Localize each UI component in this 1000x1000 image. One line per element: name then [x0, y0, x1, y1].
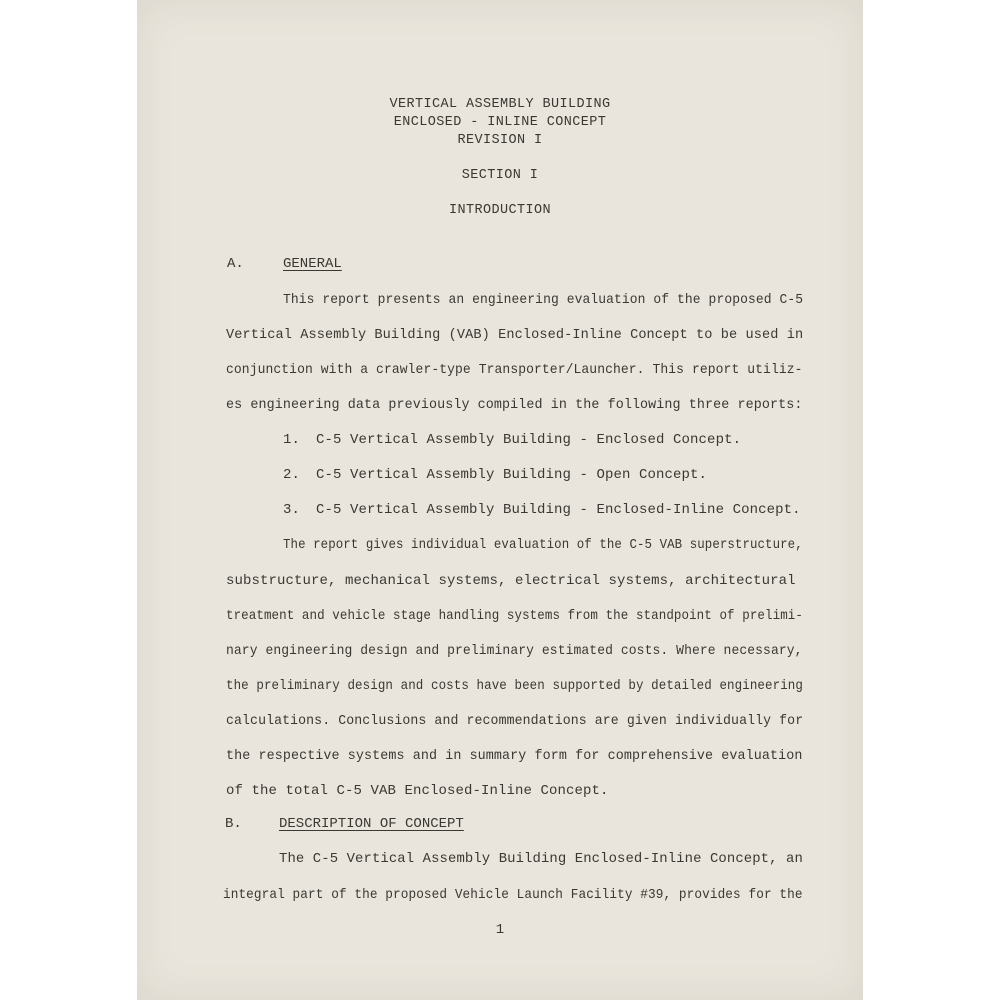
paragraph-line: the respective systems and in summary form for comprehensive evaluation [226, 748, 803, 764]
section-heading: SECTION I [461, 168, 539, 183]
page-number: 1 [495, 922, 505, 938]
paragraph-line: substructure, mechanical systems, electrical systems, architectural [226, 573, 796, 589]
paragraph-line: integral part of the proposed Vehicle Launch Facility #39, provides for the [223, 887, 803, 903]
report-list-item: C-5 Vertical Assembly Building - Open Concept. [316, 467, 708, 483]
paragraph-line: treatment and vehicle stage handling systems from the standpoint of prelimi- [226, 608, 803, 624]
section-a-letter: A. [227, 256, 244, 272]
report-list-number: 3. [283, 502, 301, 518]
title-line-1: VERTICAL ASSEMBLY BUILDING [389, 97, 611, 112]
paragraph-line: This report presents an engineering evaluation of the proposed C-5 [283, 292, 804, 308]
report-list-item: C-5 Vertical Assembly Building - Enclosed Concept. [316, 432, 742, 448]
revision-line: REVISION I [457, 133, 543, 148]
paragraph-line: nary engineering design and preliminary estimated costs. Where necessary, [226, 643, 803, 659]
paragraph-line: The C-5 Vertical Assembly Building Enclosed-Inline Concept, an [279, 851, 803, 867]
paragraph-line: the preliminary design and costs have been supported by detailed engineering [226, 678, 803, 694]
paragraph-line: calculations. Conclusions and recommendations are given individually for [226, 713, 804, 729]
introduction-heading: INTRODUCTION [448, 203, 552, 218]
section-b-letter: B. [225, 816, 242, 832]
report-list-number: 1. [283, 432, 301, 448]
section-b-title: DESCRIPTION OF CONCEPT [279, 816, 464, 832]
report-list-number: 2. [283, 467, 301, 483]
report-list-item: C-5 Vertical Assembly Building - Enclosed-Inline Concept. [316, 502, 801, 518]
paragraph-line: Vertical Assembly Building (VAB) Enclosed-Inline Concept to be used in [226, 327, 804, 343]
paragraph-line: es engineering data previously compiled in the following three reports: [226, 397, 803, 413]
section-a-title: GENERAL [283, 256, 342, 272]
paragraph-line: The report gives individual evaluation of the C-5 VAB superstructure, [283, 537, 803, 553]
paragraph-line: conjunction with a crawler-type Transporter/Launcher. This report utiliz- [226, 362, 803, 378]
paragraph-line: of the total C-5 VAB Enclosed-Inline Concept. [226, 783, 609, 799]
title-line-2: ENCLOSED - INLINE CONCEPT [393, 115, 607, 130]
document-page [137, 0, 863, 1000]
